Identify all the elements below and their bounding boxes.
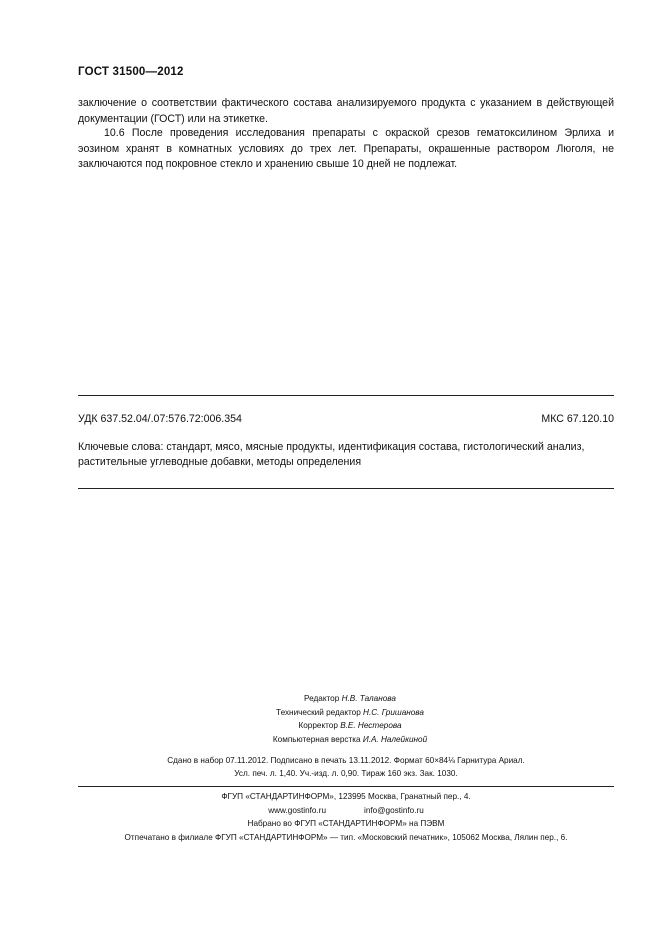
keywords: Ключевые слова: стандарт, мясо, мясные продукты, идентификация состава, гистологический анализ, растительные углеводные добавки, методы определения — [78, 441, 585, 468]
divider-top — [78, 395, 614, 396]
website-link[interactable]: www.gostinfo.ru — [268, 805, 327, 815]
credit-role: Редактор — [304, 694, 340, 703]
imprint-address: ФГУП «СТАНДАРТИНФОРМ», 123995 Москва, Гранатный пер., 4. — [221, 792, 471, 801]
credit-role: Корректор — [298, 721, 338, 730]
imprint-contacts — [78, 804, 614, 818]
credit-editor — [200, 692, 500, 706]
publication-line-1: Сдано в набор 07.11.2012. Подписано в печать 13.11.2012. Формат 60×84⅛ Гарнитура Ариал. — [167, 756, 525, 765]
credit-name: Н.С. Гришанова — [363, 707, 424, 717]
credit-proofreader — [200, 719, 500, 733]
credit-name: В.Е. Нестерова — [340, 721, 402, 730]
credit-name: И.А. Налейкиной — [362, 734, 428, 744]
divider-middle — [78, 488, 614, 489]
credit-role: Технический редактор — [276, 707, 361, 717]
credit-role: Компьютерная верстка — [272, 734, 361, 744]
publication-line-2: Усл. печ. л. 1,40. Уч.-изд. л. 0,90. Тираж 160 экз. Зак. 1030. — [234, 769, 458, 778]
credits-block — [200, 692, 500, 746]
body-paragraph-1: заключение о соответствии фактического состава анализируемого продукта с указанием в действующей документации (ГОСТ) или на этикетке. — [78, 97, 614, 125]
imprint-printed: Отпечатано в филиале ФГУП «СТАНДАРТИНФОРМ» — тип. «Московский печатник», 105062 Москва, Лялин пер., 6. — [124, 832, 568, 842]
mks-code: МКС 67.120.10 — [541, 413, 614, 425]
udk-code: УДК 637.52.04/.07:576.72:006.354 — [78, 413, 242, 425]
document-header: ГОСТ 31500—2012 — [78, 66, 184, 78]
credit-name: Н.В. Таланова — [341, 694, 396, 703]
email-link[interactable]: info@gostinfo.ru — [364, 805, 424, 815]
imprint-typeset: Набрано во ФГУП «СТАНДАРТИНФОРМ» на ПЭВМ — [247, 819, 445, 828]
divider-bottom — [78, 786, 614, 787]
credit-layout — [200, 733, 500, 747]
credit-tech-editor — [200, 706, 500, 720]
body-paragraph-2: 10.6 После проведения исследования препараты с окраской срезов гематоксилином Эрлиха и эозином хранят в комнатных условиях до трех лет. Препараты, окрашенные раствором Люголя, не заключаются под покровное стекло и хранению свыше 10 дней не подлежат. — [78, 127, 614, 170]
imprint-block — [78, 790, 614, 844]
